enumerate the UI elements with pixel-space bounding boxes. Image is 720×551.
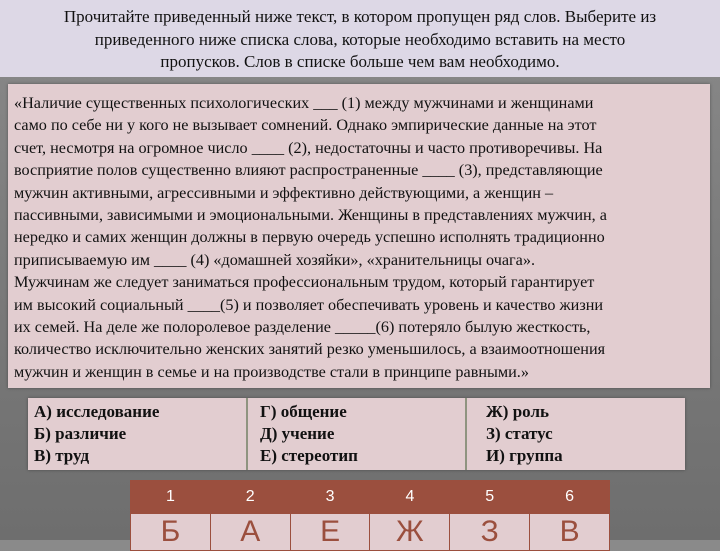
option-item: А) исследование [34,402,160,421]
option-item: Е) стереотип [260,446,358,465]
option-item: Г) общение [260,402,347,421]
answer-number-cell: 5 [450,481,530,514]
passage-line: Мужчинам же следует заниматься профессиональным трудом, который гарантирует [14,273,595,292]
answer-letter-cell: Б [131,514,211,551]
answer-number-cell: 6 [530,481,610,514]
answer-number-cell: 3 [290,481,370,514]
options-column-2 [260,401,358,467]
passage-line: пассивными, зависимыми и эмоциональными. Женщины в представлениях мужчин, а [14,206,607,225]
option-item: З) статус [486,424,553,443]
option-item: Д) учение [260,424,335,443]
options-column-1 [34,401,159,467]
option-item: И) группа [486,446,563,465]
instructions-line-3: пропусков. Слов в списке больше чем вам необходимо. [160,52,560,71]
passage-line: восприятие полов существенно влияют распространенные ____ (3), представляющие [14,161,603,180]
passage-line: мужчин и женщин в семье и на производстве стали в принципе равными.» [14,362,529,381]
passage-line: счет, несмотря на огромное число ____ (2), недостаточны и часто противоречивы. На [14,138,603,157]
answer-number-cell: 2 [210,481,290,514]
passage-line: количество исключительно женских занятий резко уменьшилось, а взаимоотношения [14,340,606,359]
passage-line: само по себе ни у кого не вызывает сомнений. Однако эмпирические данные на этот [14,116,597,135]
answer-letter-cell: З [450,514,530,551]
option-item: В) труд [34,446,90,465]
option-item: Ж) роль [486,402,549,421]
column-divider [246,398,248,470]
answer-letter-row [131,514,610,551]
passage-line: их семей. На деле же полоролевое разделение _____(6) потеряло былую жесткость, [14,318,591,337]
answer-letter-cell: Е [290,514,370,551]
column-divider [465,398,467,470]
answer-letter-cell: Ж [370,514,450,551]
answer-number-cell: 4 [370,481,450,514]
instructions-line-1: Прочитайте приведенный ниже текст, в котором пропущен ряд слов. Выберите из [63,7,657,26]
option-item: Б) различие [34,424,127,443]
instructions-line-2: приведенного ниже списка слова, которые необходимо вставить на место [94,29,626,49]
passage-line: им высокий социальный ____(5) и позволяет обеспечивать уровень и качество жизни [14,295,604,314]
passage-line: приписываемую им ____ (4) «домашней хозяйки», «хранительницы очага». [14,250,536,269]
passage-line: нередко и самих женщин должны в первую очередь успешно исполнять традиционно [14,228,605,247]
word-options-box [28,398,685,470]
answer-number-row [131,481,610,514]
passage-line: «Наличие существенных психологических ___ (1) между мужчинами и женщинами [14,94,594,112]
answer-letter-cell: А [210,514,290,551]
passage-line: мужчин активными, агрессивными и эффективно действующими, а женщин – [14,183,554,202]
answer-table [130,480,610,551]
options-column-3 [486,401,563,467]
answer-number-cell: 1 [131,481,211,514]
passage-text [8,84,710,388]
answer-letter-cell: В [530,514,610,551]
instructions-header [0,0,720,77]
